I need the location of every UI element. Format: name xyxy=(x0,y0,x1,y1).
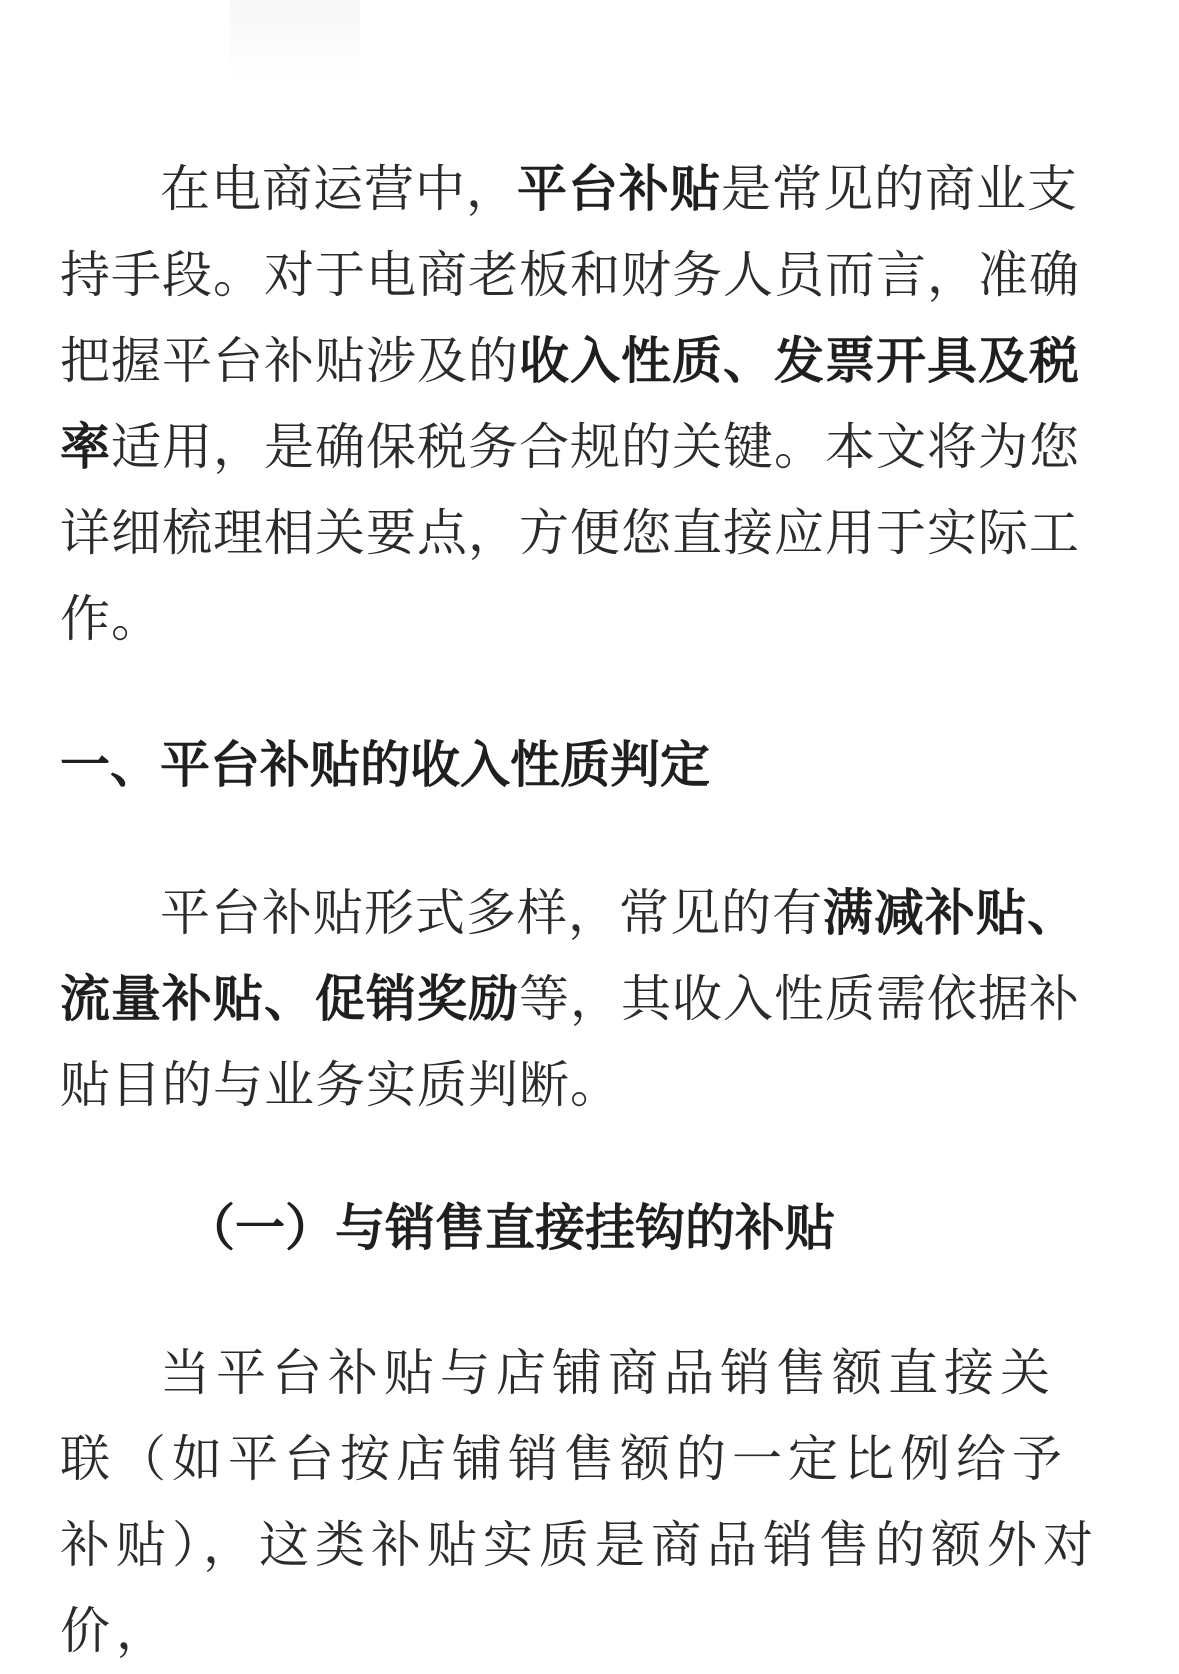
section1-paragraph xyxy=(60,870,1110,1128)
intro-text-1: 在电商运营中， xyxy=(160,160,517,218)
section1-bold-subsidy-types: 满减补贴、流量补贴、促销奖励 xyxy=(60,884,1078,1028)
subsection1-text-1: 当平台补贴与店铺商品销售额直接关联（如平台按店铺销售额的一定比例给予补贴），这类补贴实质是商品销售的额外对价， xyxy=(60,1344,1099,1660)
intro-bold-platform-subsidy: 平台补贴 xyxy=(517,160,721,218)
intro-bold-income-invoice-tax: 收入性质、发票开具及税率 xyxy=(60,332,1080,476)
intro-paragraph xyxy=(60,146,1110,662)
top-faded-image-edge xyxy=(230,0,360,80)
subsection1-paragraph xyxy=(60,1330,1110,1674)
subsection-heading-1: （一）与销售直接挂钩的补贴 xyxy=(185,1199,835,1257)
intro-text-2: 是常见的商业支持手段。对于电商老板和财务人员而言，准确把握平台补贴涉及的 xyxy=(60,160,1080,390)
intro-text-3: 适用，是确保税务合规的关键。本文将为您详细梳理相关要点，方便您直接应用于实际工作。 xyxy=(60,418,1080,648)
section1-text-1: 平台补贴形式多样，常见的有 xyxy=(160,884,823,942)
section1-text-2: 等，其收入性质需依据补贴目的与业务实质判断。 xyxy=(60,970,1080,1114)
section-heading-1: 一、平台补贴的收入性质判定 xyxy=(60,736,710,794)
